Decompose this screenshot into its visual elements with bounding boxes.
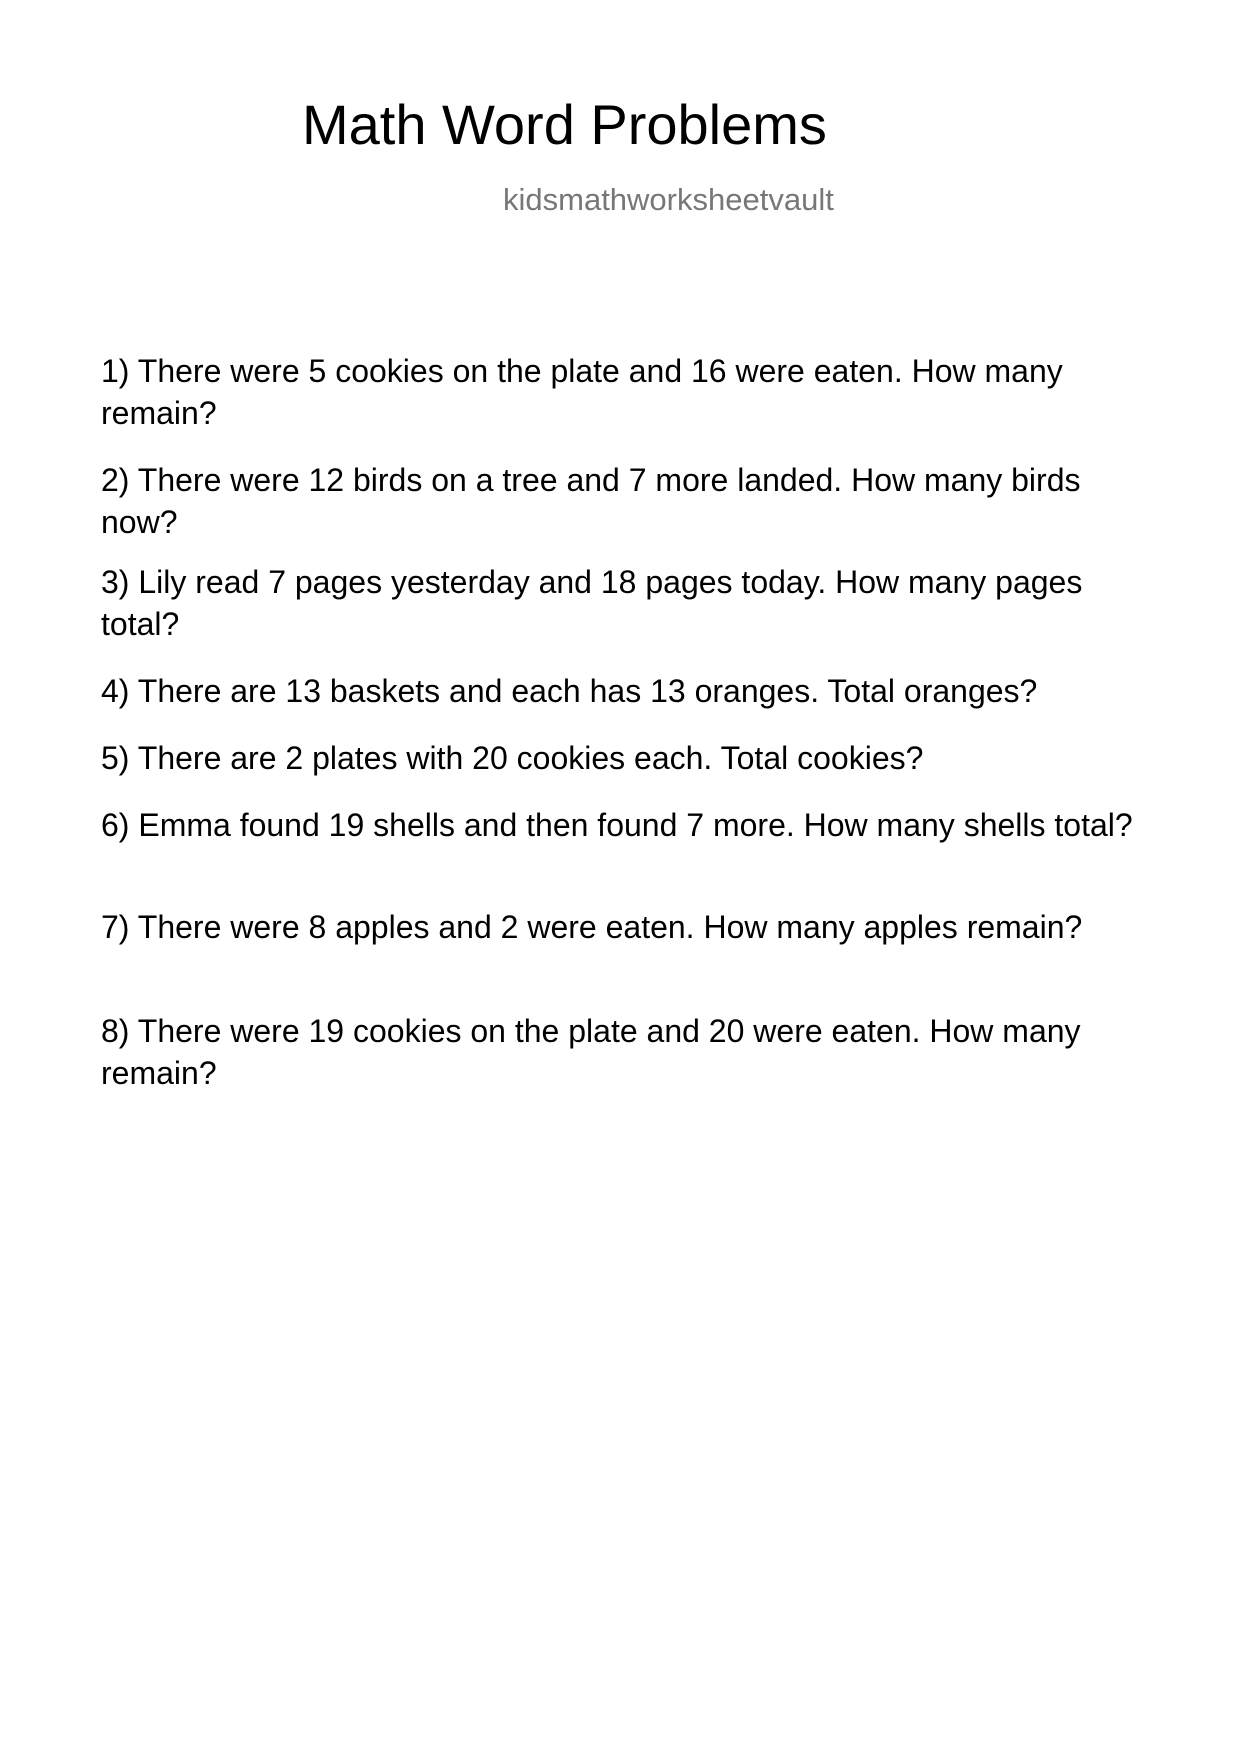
problem-7: 7) There were 8 apples and 2 were eaten. How many apples remain?: [101, 909, 1083, 945]
problem-3: 3) Lily read 7 pages yesterday and 18 pages today. How many pages total?: [101, 564, 1083, 642]
problem-5: 5) There are 2 plates with 20 cookies each. Total cookies?: [101, 740, 924, 776]
problem-8: 8) There were 19 cookies on the plate and 20 were eaten. How many remain?: [101, 1013, 1081, 1091]
problem-4: 4) There are 13 baskets and each has 13 oranges. Total oranges?: [101, 673, 1038, 709]
problem-2: 2) There were 12 birds on a tree and 7 more landed. How many birds now?: [101, 462, 1081, 540]
worksheet-title: Math Word Problems: [302, 93, 827, 156]
problem-6: 6) Emma found 19 shells and then found 7 more. How many shells total?: [101, 807, 1133, 843]
source-label: kidsmathworksheetvault: [503, 182, 834, 217]
problem-1: 1) There were 5 cookies on the plate and 16 were eaten. How many remain?: [101, 353, 1063, 431]
